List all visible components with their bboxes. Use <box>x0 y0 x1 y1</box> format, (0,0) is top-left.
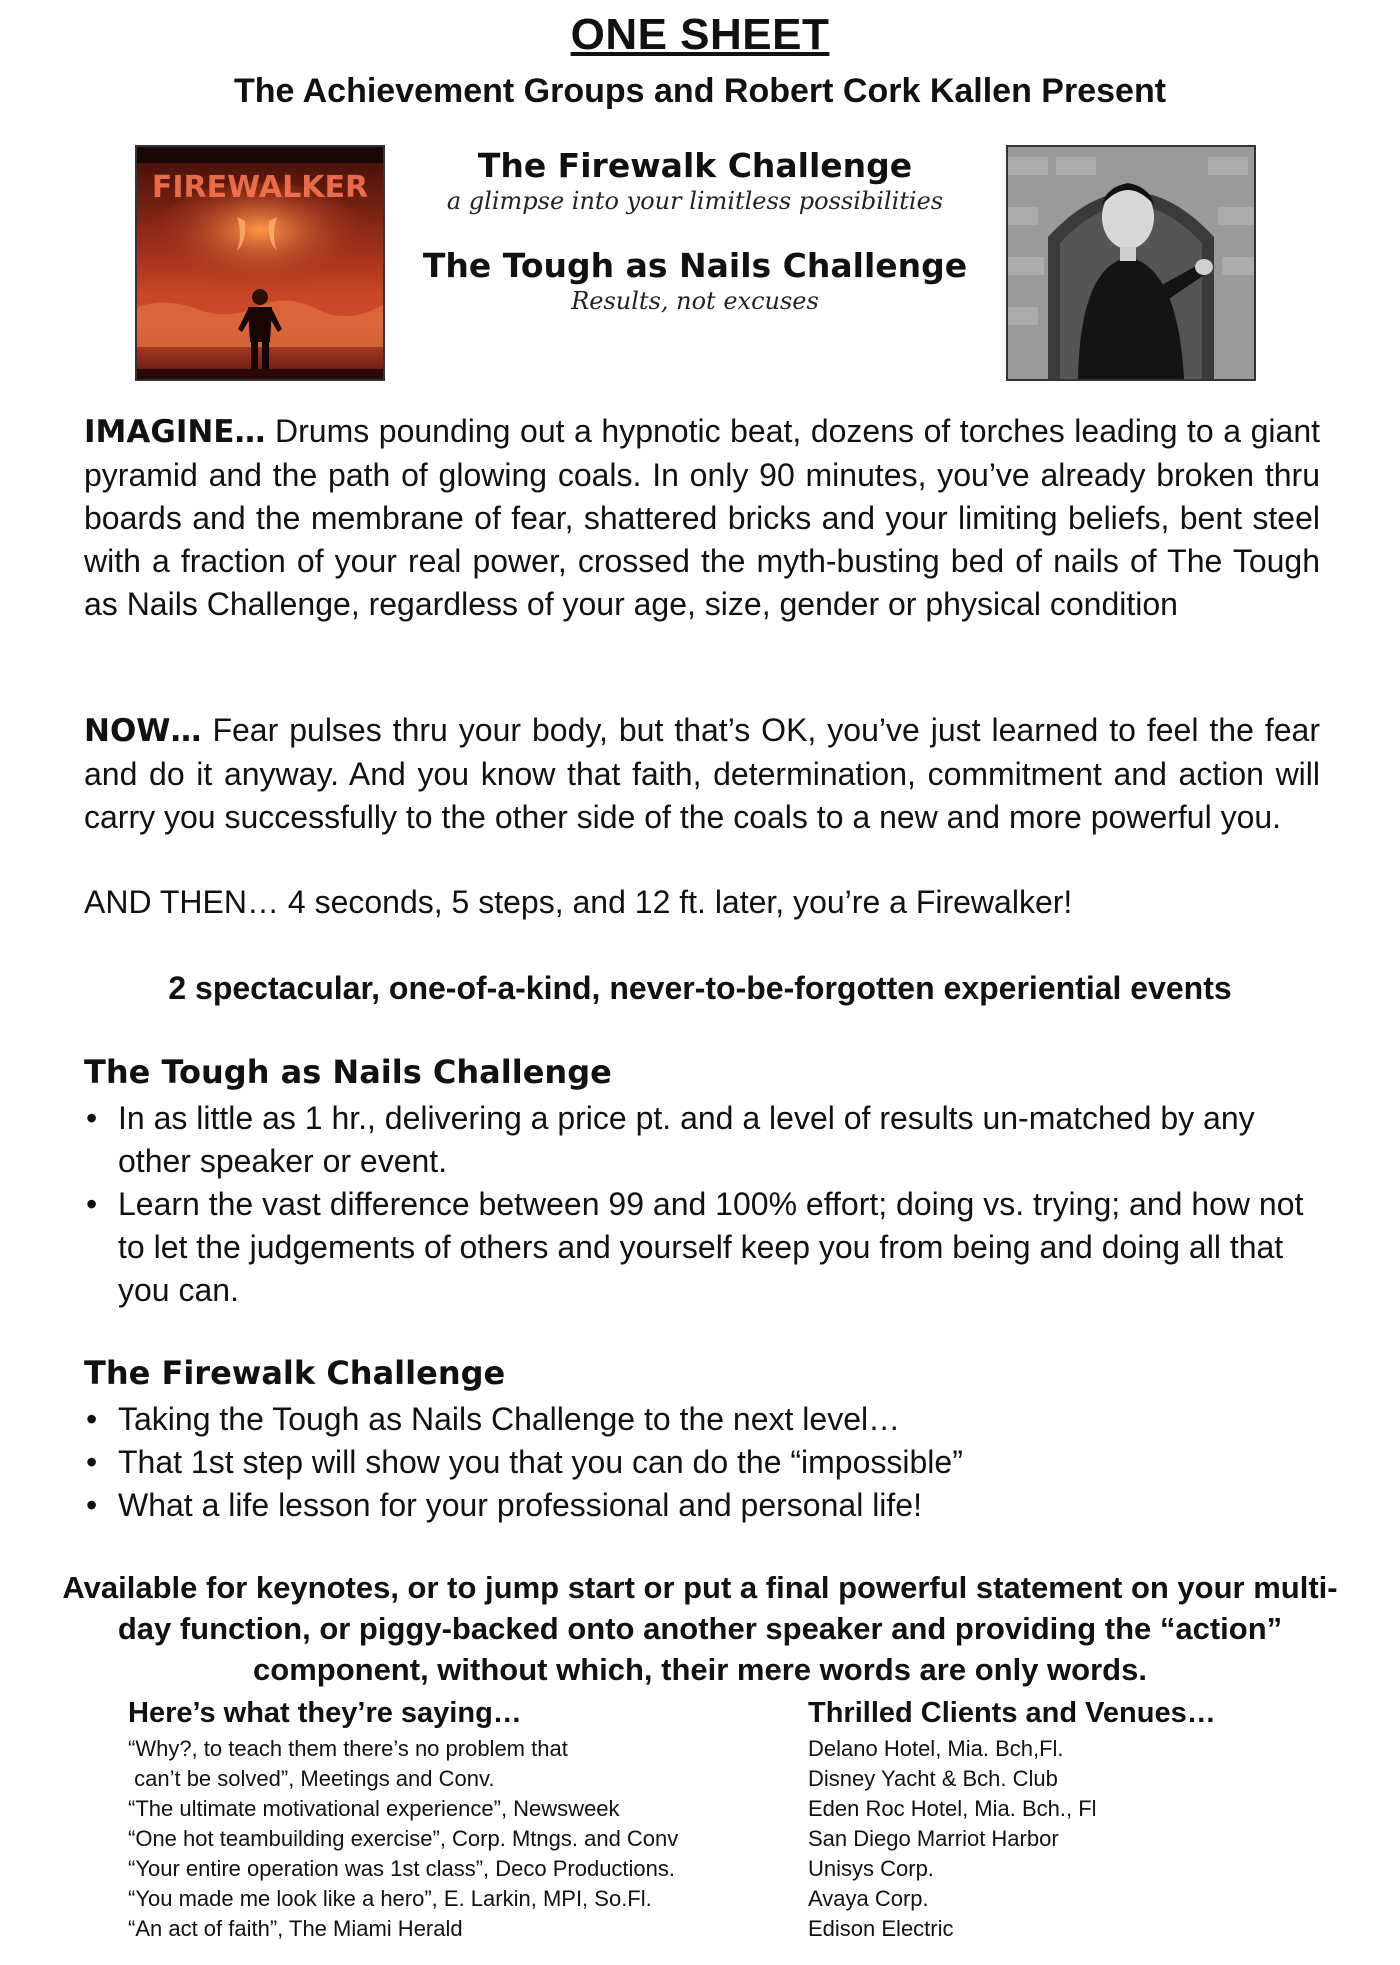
client-line: Unisys Corp. <box>808 1856 934 1881</box>
testimonial-line: “An act of faith”, The Miami Herald <box>128 1916 463 1941</box>
bullet-text: Taking the Tough as Nails Challenge to the next level… <box>118 1401 901 1437</box>
bullet-dot-icon: • <box>86 1401 98 1437</box>
firewalker-photo <box>135 145 385 381</box>
nails-bullet-list <box>84 1097 1334 1312</box>
bullet-item <box>84 1183 1334 1312</box>
client-line: San Diego Marriot Harbor <box>808 1826 1059 1851</box>
bullet-item <box>84 1398 1334 1441</box>
bullet-text: That 1st step will show you that you can do the “impossible” <box>118 1444 963 1480</box>
client-line: Avaya Corp. <box>808 1886 929 1911</box>
imagine-lead: IMAGINE… <box>84 414 266 450</box>
speaker-illustration <box>1008 147 1254 379</box>
clients-heading: Thrilled Clients and Venues… <box>808 1697 1216 1729</box>
client-line: Edison Electric <box>808 1916 954 1941</box>
availability-statement: Available for keynotes, or to jump start or put a final powerful statement on your multi-day function, or piggy-backed onto another speaker and providing the “action” component, without which, their mere words are only words. <box>62 1570 1338 1687</box>
testimonial-line: “Your entire operation was 1st class”, Deco Productions. <box>128 1856 676 1881</box>
nails-event-block <box>400 246 990 315</box>
client-line: Delano Hotel, Mia. Bch,Fl. <box>808 1736 1064 1761</box>
firewalker-sign-text: FIREWALKER <box>151 170 369 205</box>
client-line: Disney Yacht & Bch. Club <box>808 1766 1058 1791</box>
firewalk-bullet-list <box>84 1398 1334 1527</box>
now-paragraph <box>84 709 1320 839</box>
imagine-paragraph <box>84 410 1320 626</box>
imagine-text: Drums pounding out a hypnotic beat, dozens of torches leading to a giant pyramid and the path of glowing coals. In only 90 minutes, you’ve already broken thru boards and the membrane of fear, shattered bricks and your limiting beliefs, bent steel with a fraction of your real power, crossed the myth-busting bed of nails of The Tough as Nails Challenge, regardless of your age, size, gender or physical condition <box>84 413 1320 622</box>
testimonials-column <box>128 1697 768 1944</box>
bullet-dot-icon: • <box>86 1100 98 1136</box>
and-then-line: AND THEN… 4 seconds, 5 steps, and 12 ft. later, you’re a Firewalker! <box>84 884 1073 920</box>
bullet-text: What a life lesson for your professional and personal life! <box>118 1487 922 1523</box>
bullet-dot-icon: • <box>86 1186 98 1222</box>
firewalk-event-title: The Firewalk Challenge <box>477 146 913 185</box>
bullet-text: Learn the vast difference between 99 and 100% effort; doing vs. trying; and how not to let the judgements of others and yourself keep you from being and doing all that you can. <box>118 1186 1304 1308</box>
bullet-dot-icon: • <box>86 1487 98 1523</box>
firewalker-illustration <box>137 147 383 379</box>
now-text: Fear pulses thru your body, but that’s OK, you’ve just learned to feel the fear and do it anyway. And you know that faith, determination, commitment and action will carry you successfully to the other side of the coals to a new and more powerful you. <box>84 712 1320 835</box>
bullet-item <box>84 1484 1334 1527</box>
clients-column <box>808 1697 1308 1944</box>
bullet-item <box>84 1441 1334 1484</box>
page-title: ONE SHEET <box>570 10 830 59</box>
nails-event-title: The Tough as Nails Challenge <box>422 246 968 285</box>
nails-event-subtitle: Results, not excuses <box>571 287 819 315</box>
bullet-dot-icon: • <box>86 1444 98 1480</box>
presenters-line: The Achievement Groups and Robert Cork Kallen Present <box>233 72 1167 110</box>
testimonials-heading: Here’s what they’re saying… <box>128 1697 522 1729</box>
firewalk-section-title: The Firewalk Challenge <box>84 1354 506 1392</box>
testimonial-line: “The ultimate motivational experience”, Newsweek <box>128 1796 620 1821</box>
firewalk-event-subtitle: a glimpse into your limitless possibilities <box>446 187 944 215</box>
bullet-item <box>84 1097 1334 1183</box>
nails-section-title: The Tough as Nails Challenge <box>84 1053 612 1091</box>
testimonial-line: can’t be solved”, Meetings and Conv. <box>128 1766 495 1791</box>
testimonial-line: “You made me look like a hero”, E. Larkin, MPI, So.Fl. <box>128 1886 652 1911</box>
testimonial-line: “Why?, to teach them there’s no problem that <box>128 1736 568 1761</box>
firewalk-event-block <box>400 146 990 215</box>
now-lead: NOW… <box>84 713 202 749</box>
events-tagline: 2 spectacular, one-of-a-kind, never-to-be-forgotten experiential events <box>168 970 1232 1006</box>
testimonial-line: “One hot teambuilding exercise”, Corp. Mtngs. and Conv <box>128 1826 679 1851</box>
speaker-portrait <box>1006 145 1256 381</box>
client-line: Eden Roc Hotel, Mia. Bch., Fl <box>808 1796 1097 1821</box>
bullet-text: In as little as 1 hr., delivering a price pt. and a level of results un-matched by any other speaker or event. <box>118 1100 1255 1179</box>
